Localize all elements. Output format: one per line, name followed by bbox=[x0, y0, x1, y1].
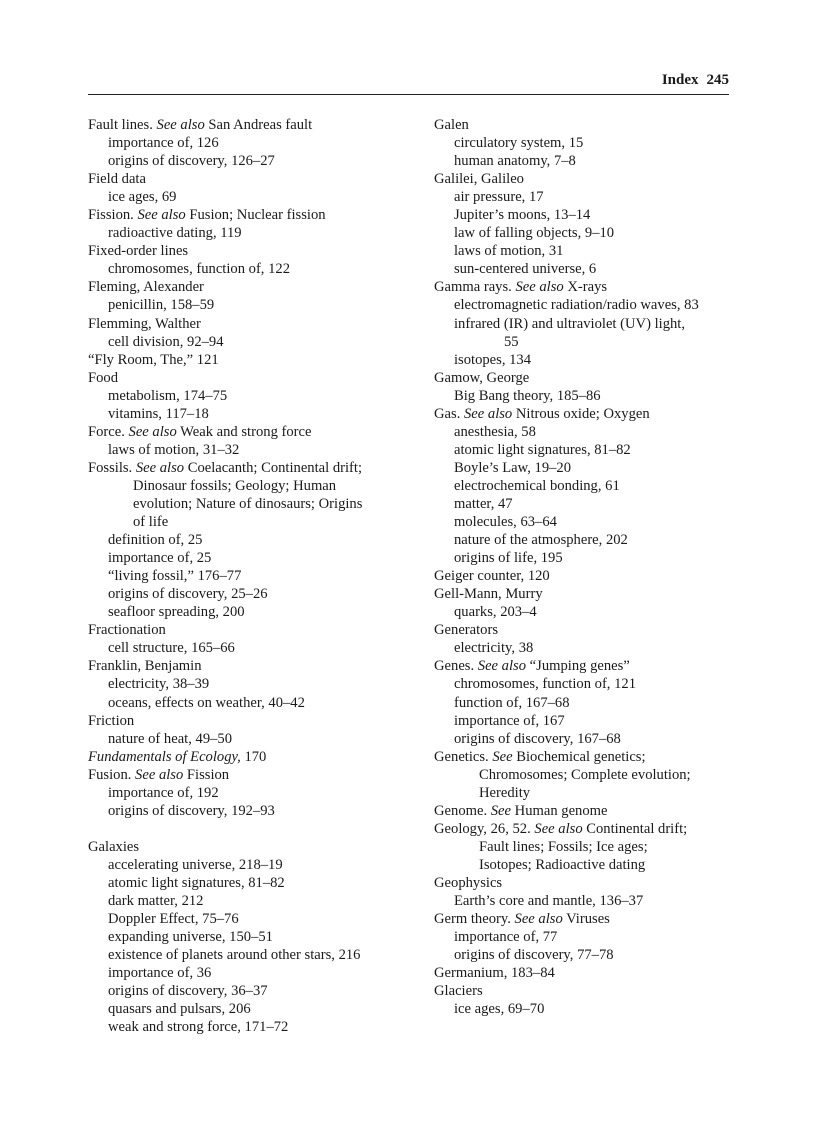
entry-text: ice ages, 69 bbox=[108, 189, 177, 206]
index-entry bbox=[88, 242, 418, 260]
entry-text: quasars and pulsars, 206 bbox=[108, 1001, 251, 1018]
index-entry bbox=[434, 405, 734, 423]
index-entry bbox=[434, 531, 734, 549]
index-entry bbox=[88, 369, 418, 387]
index-entry bbox=[88, 910, 418, 928]
index-entry bbox=[88, 423, 418, 441]
entry-text: Big Bang theory, 185–86 bbox=[454, 387, 601, 404]
index-entry bbox=[88, 1000, 418, 1018]
index-entry bbox=[434, 820, 734, 838]
index-entry bbox=[88, 296, 418, 314]
index-entry bbox=[434, 152, 734, 170]
cross-reference: Viruses bbox=[562, 911, 610, 928]
index-entry bbox=[88, 766, 418, 784]
index-entry bbox=[434, 946, 734, 964]
entry-text: electricity, 38–39 bbox=[108, 676, 210, 693]
index-entry bbox=[434, 928, 734, 946]
see-also-label: See bbox=[492, 748, 513, 765]
index-entry bbox=[434, 784, 734, 802]
index-entry bbox=[434, 802, 734, 820]
entry-text: Fossils. bbox=[88, 459, 136, 476]
index-entry bbox=[88, 639, 418, 657]
entry-text: importance of, 77 bbox=[454, 929, 558, 946]
entry-text: chromosomes, function of, 121 bbox=[454, 676, 636, 693]
entry-text: isotopes, 134 bbox=[454, 351, 532, 368]
entry-text: importance of, 167 bbox=[454, 712, 565, 729]
index-entry bbox=[434, 206, 734, 224]
index-entry bbox=[88, 621, 418, 639]
running-header bbox=[88, 72, 729, 95]
entry-text: Gamma rays. bbox=[434, 279, 516, 296]
index-entry bbox=[88, 928, 418, 946]
see-also-label: See also bbox=[514, 911, 563, 928]
entry-text: seafloor spreading, 200 bbox=[108, 604, 245, 621]
entry-text: Boyle’s Law, 19–20 bbox=[454, 459, 572, 476]
see-also-label: See also bbox=[515, 279, 564, 296]
entry-text: importance of, 25 bbox=[108, 550, 212, 567]
index-entry bbox=[434, 278, 734, 296]
index-entry bbox=[88, 260, 418, 278]
entry-text: ice ages, 69–70 bbox=[454, 1001, 545, 1018]
see-also-label: See also bbox=[135, 459, 185, 476]
index-entry bbox=[434, 315, 734, 333]
entry-text: Fault lines; Fossils; Ice ages; bbox=[479, 838, 648, 855]
entry-text: Geiger counter, 120 bbox=[434, 568, 550, 585]
see-also-label: See also bbox=[534, 820, 583, 837]
index-entry bbox=[434, 242, 734, 260]
entry-text: electrochemical bonding, 61 bbox=[454, 477, 620, 494]
header-label: Index bbox=[661, 72, 699, 88]
entry-text: function of, 167–68 bbox=[454, 694, 570, 711]
cross-reference: Fusion; Nuclear fission bbox=[185, 207, 326, 224]
entry-text: accelerating universe, 218–19 bbox=[108, 856, 283, 873]
entry-text: Geology, 26, 52. bbox=[434, 820, 535, 837]
cross-reference: Coelacanth; Continental drift; bbox=[184, 459, 363, 476]
entry-text: Gas. bbox=[434, 405, 464, 422]
index-entry bbox=[434, 188, 734, 206]
entry-text: Fission. bbox=[88, 207, 138, 224]
index-entry bbox=[88, 1018, 418, 1036]
see-also-label: See also bbox=[128, 423, 177, 440]
index-entry bbox=[88, 567, 418, 585]
index-entry bbox=[434, 657, 734, 675]
index-entry bbox=[434, 856, 734, 874]
entry-text: air pressure, 17 bbox=[454, 189, 544, 206]
entry-text: Fixed-order lines bbox=[88, 243, 189, 260]
index-entry bbox=[434, 260, 734, 278]
entry-text: Galen bbox=[434, 117, 469, 133]
entry-text: expanding universe, 150–51 bbox=[108, 929, 273, 946]
entry-text: electromagnetic radiation/radio waves, 83 bbox=[454, 297, 699, 314]
index-entry bbox=[88, 585, 418, 603]
index-entry bbox=[88, 802, 418, 820]
index-entry bbox=[434, 549, 734, 567]
entry-text: importance of, 126 bbox=[108, 135, 219, 152]
index-entry bbox=[88, 387, 418, 405]
cross-reference: Biochemical genetics; bbox=[512, 748, 646, 765]
index-entry bbox=[434, 495, 734, 513]
entry-text: Fleming, Alexander bbox=[88, 279, 204, 296]
entry-text: Gell-Mann, Murry bbox=[434, 586, 543, 603]
entry-text: cell structure, 165–66 bbox=[108, 640, 235, 657]
entry-text: matter, 47 bbox=[454, 495, 513, 512]
index-entry bbox=[434, 712, 734, 730]
entry-text: Friction bbox=[88, 712, 135, 729]
entry-text: oceans, effects on weather, 40–42 bbox=[108, 694, 305, 711]
index-entry bbox=[434, 639, 734, 657]
entry-text: definition of, 25 bbox=[108, 532, 203, 549]
entry-text: evolution; Nature of dinosaurs; Origins bbox=[133, 495, 363, 512]
entry-text: penicillin, 158–59 bbox=[108, 297, 215, 314]
index-entry bbox=[434, 730, 734, 748]
entry-text: quarks, 203–4 bbox=[454, 604, 537, 621]
index-entry bbox=[434, 423, 734, 441]
entry-text: chromosomes, function of, 122 bbox=[108, 261, 290, 278]
entry-text: electricity, 38 bbox=[454, 640, 534, 657]
index-entry bbox=[88, 657, 418, 675]
index-entry bbox=[434, 224, 734, 242]
index-entry bbox=[88, 315, 418, 333]
entry-text: origins of discovery, 126–27 bbox=[108, 153, 275, 170]
entry-text: of life bbox=[133, 514, 169, 531]
entry-text: 55 bbox=[504, 333, 519, 350]
page-number: 245 bbox=[706, 72, 729, 88]
index-entry bbox=[434, 766, 734, 784]
index-entry bbox=[434, 333, 734, 351]
entry-text: dark matter, 212 bbox=[108, 893, 204, 910]
entry-text: human anatomy, 7–8 bbox=[454, 153, 576, 170]
entry-text: Chromosomes; Complete evolution; bbox=[479, 766, 691, 783]
index-entry bbox=[434, 748, 734, 766]
index-entry bbox=[434, 585, 734, 603]
index-entry bbox=[434, 116, 734, 134]
index-entry bbox=[88, 405, 418, 423]
index-entry bbox=[88, 278, 418, 296]
entry-text: Genes. bbox=[434, 658, 478, 675]
entry-text: Germ theory. bbox=[434, 911, 515, 928]
cross-reference: Weak and strong force bbox=[176, 423, 312, 440]
entry-text: Germanium, 183–84 bbox=[434, 965, 555, 982]
index-entry bbox=[434, 459, 734, 477]
index-entry bbox=[88, 748, 418, 766]
entry-text: Glaciers bbox=[434, 983, 483, 1000]
entry-text: laws of motion, 31–32 bbox=[108, 441, 240, 458]
entry-text: sun-centered universe, 6 bbox=[454, 261, 597, 278]
index-entry bbox=[434, 477, 734, 495]
entry-text: Fractionation bbox=[88, 622, 166, 639]
book-title: Fundamentals of Ecology, bbox=[88, 748, 241, 765]
entry-text: importance of, 36 bbox=[108, 965, 212, 982]
index-entry bbox=[434, 892, 734, 910]
index-entry bbox=[88, 188, 418, 206]
entry-text: law of falling objects, 9–10 bbox=[454, 225, 615, 242]
index-entry bbox=[434, 603, 734, 621]
index-entry bbox=[434, 296, 734, 314]
index-entry bbox=[88, 477, 418, 495]
entry-text: importance of, 192 bbox=[108, 784, 219, 801]
index-entry bbox=[88, 333, 418, 351]
see-also-label: See also bbox=[137, 207, 186, 224]
see-also-label: See also bbox=[156, 117, 205, 133]
index-entry bbox=[434, 170, 734, 188]
index-entry bbox=[88, 531, 418, 549]
see-also-label: See also bbox=[477, 658, 527, 675]
index-entry bbox=[88, 351, 418, 369]
entry-text: laws of motion, 31 bbox=[454, 243, 564, 260]
entry-text: molecules, 63–64 bbox=[454, 514, 557, 531]
entry-text: Force. bbox=[88, 423, 129, 440]
entry-text: nature of heat, 49–50 bbox=[108, 730, 233, 747]
entry-text: Flemming, Walther bbox=[88, 315, 201, 332]
cross-reference: San Andreas fault bbox=[204, 117, 313, 133]
entry-text: atomic light signatures, 81–82 bbox=[108, 874, 285, 891]
index-entry bbox=[434, 910, 734, 928]
index-column-right bbox=[434, 116, 734, 1018]
index-entry bbox=[434, 1000, 734, 1018]
index-entry bbox=[88, 874, 418, 892]
index-entry bbox=[88, 134, 418, 152]
entry-text: existence of planets around other stars, 216 bbox=[108, 947, 361, 964]
index-entry bbox=[88, 495, 418, 513]
entry-text: Dinosaur fossils; Geology; Human bbox=[133, 477, 337, 494]
index-gap bbox=[88, 820, 418, 838]
entry-text: Gamow, George bbox=[434, 369, 530, 386]
entry-text: Geophysics bbox=[434, 874, 503, 891]
index-entry bbox=[88, 730, 418, 748]
index-entry bbox=[434, 351, 734, 369]
index-entry bbox=[88, 856, 418, 874]
entry-text: Galaxies bbox=[88, 838, 140, 855]
index-entry bbox=[88, 224, 418, 242]
entry-text: vitamins, 117–18 bbox=[108, 405, 209, 422]
index-entry bbox=[88, 964, 418, 982]
index-entry bbox=[434, 838, 734, 856]
entry-text: Earth’s core and mantle, 136–37 bbox=[454, 893, 644, 910]
index-column-left bbox=[88, 116, 418, 1036]
index-entry bbox=[88, 982, 418, 1000]
entry-text: Franklin, Benjamin bbox=[88, 658, 202, 675]
index-entry bbox=[434, 513, 734, 531]
index-entry bbox=[434, 567, 734, 585]
entry-text: metabolism, 174–75 bbox=[108, 387, 228, 404]
index-entry bbox=[434, 621, 734, 639]
index-entry bbox=[88, 675, 418, 693]
entry-text: origins of discovery, 167–68 bbox=[454, 730, 621, 747]
entry-text: Fusion. bbox=[88, 766, 136, 783]
index-entry bbox=[434, 369, 734, 387]
entry-text: Galilei, Galileo bbox=[434, 171, 524, 188]
index-entry bbox=[88, 152, 418, 170]
entry-text: anesthesia, 58 bbox=[454, 423, 536, 440]
index-entry bbox=[434, 675, 734, 693]
see-also-label: See bbox=[490, 802, 512, 819]
cross-reference: Fission bbox=[183, 766, 230, 783]
index-entry bbox=[88, 170, 418, 188]
entry-text: Doppler Effect, 75–76 bbox=[108, 911, 239, 928]
index-entry bbox=[434, 982, 734, 1000]
cross-reference: Nitrous oxide; Oxygen bbox=[512, 405, 650, 422]
index-entry bbox=[88, 206, 418, 224]
entry-text: origins of discovery, 77–78 bbox=[454, 947, 614, 964]
see-also-label: See also bbox=[464, 405, 513, 422]
entry-text: Isotopes; Radioactive dating bbox=[479, 856, 646, 873]
index-entry bbox=[88, 892, 418, 910]
index-entry bbox=[434, 964, 734, 982]
entry-text: circulatory system, 15 bbox=[454, 135, 584, 152]
entry-text: Genetics. bbox=[434, 748, 493, 765]
entry-text: origins of life, 195 bbox=[454, 550, 563, 567]
index-entry bbox=[434, 441, 734, 459]
entry-text: Food bbox=[88, 369, 119, 386]
entry-text: cell division, 92–94 bbox=[108, 333, 224, 350]
index-entry bbox=[434, 874, 734, 892]
entry-text: Jupiter’s moons, 13–14 bbox=[454, 207, 591, 224]
index-entry bbox=[434, 694, 734, 712]
entry-text: infrared (IR) and ultraviolet (UV) light, bbox=[454, 315, 685, 332]
entry-text: atomic light signatures, 81–82 bbox=[454, 441, 631, 458]
entry-text: origins of discovery, 192–93 bbox=[108, 802, 275, 819]
index-entry bbox=[88, 441, 418, 459]
index-entry bbox=[88, 694, 418, 712]
entry-text: weak and strong force, 171–72 bbox=[108, 1019, 289, 1036]
see-also-label: See also bbox=[135, 766, 184, 783]
index-entry bbox=[88, 459, 418, 477]
entry-text: nature of the atmosphere, 202 bbox=[454, 532, 628, 549]
index-entry bbox=[88, 549, 418, 567]
entry-text: Field data bbox=[88, 171, 146, 188]
entry-text: origins of discovery, 25–26 bbox=[108, 586, 268, 603]
index-entry bbox=[88, 513, 418, 531]
entry-text: “living fossil,” 176–77 bbox=[108, 568, 242, 585]
index-entry bbox=[88, 603, 418, 621]
entry-text: origins of discovery, 36–37 bbox=[108, 983, 268, 1000]
index-entry bbox=[434, 134, 734, 152]
entry-text: Heredity bbox=[479, 784, 531, 801]
entry-text: Fault lines. bbox=[88, 117, 157, 133]
index-entry bbox=[88, 116, 418, 134]
index-entry bbox=[88, 784, 418, 802]
index-entry bbox=[88, 946, 418, 964]
cross-reference: “Jumping genes” bbox=[526, 658, 630, 675]
entry-text: Generators bbox=[434, 622, 499, 639]
index-entry bbox=[88, 838, 418, 856]
entry-text: “Fly Room, The,” 121 bbox=[88, 351, 219, 368]
cross-reference: Human genome bbox=[511, 802, 608, 819]
entry-text: radioactive dating, 119 bbox=[108, 225, 242, 242]
entry-text: 170 bbox=[240, 748, 267, 765]
index-entry bbox=[88, 712, 418, 730]
cross-reference: X-rays bbox=[563, 279, 608, 296]
cross-reference: Continental drift; bbox=[582, 820, 688, 837]
index-entry bbox=[434, 387, 734, 405]
entry-text: Genome. bbox=[434, 802, 491, 819]
